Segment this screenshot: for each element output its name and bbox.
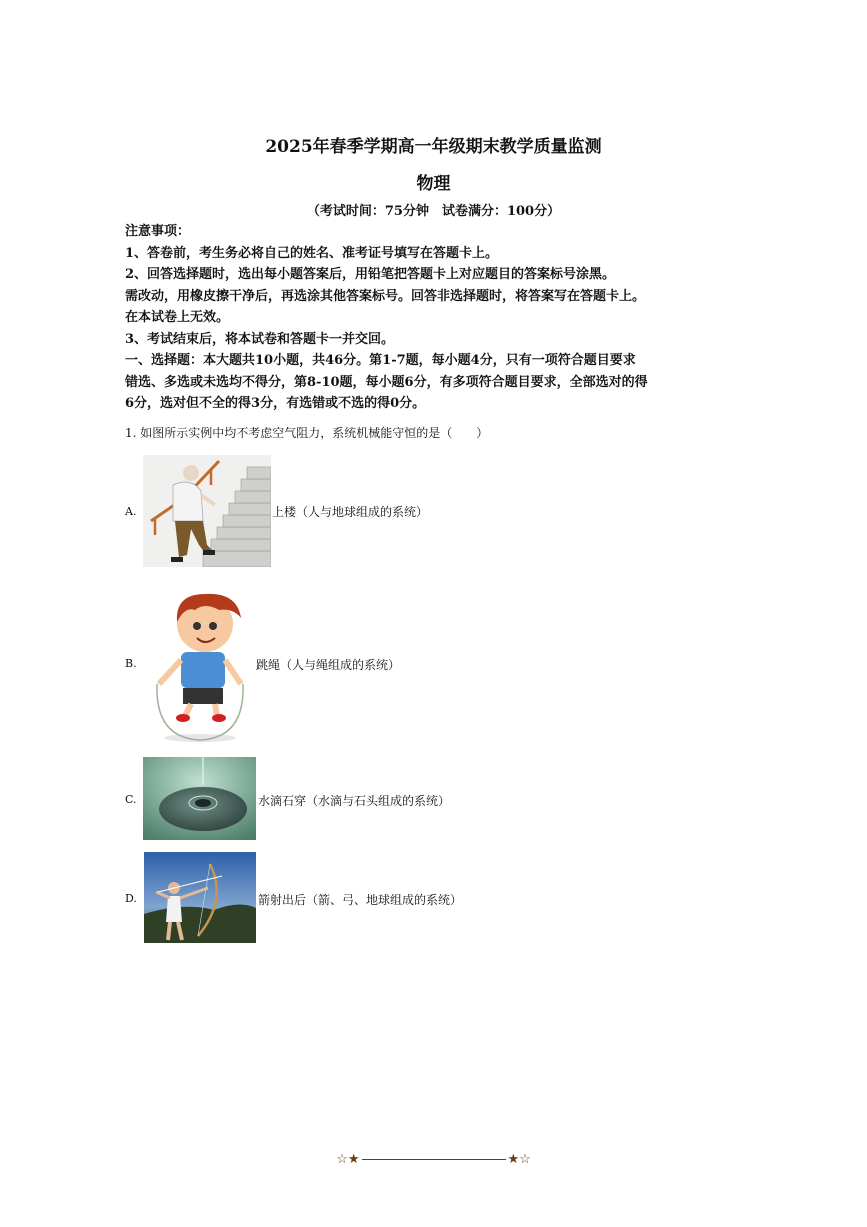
page-footer-ornament — [0, 1152, 867, 1167]
footer-divider — [362, 1159, 506, 1160]
footer-stars-left: ☆★ — [336, 1152, 360, 1167]
option-b-letter: B. — [125, 657, 137, 670]
section-line: 6分，选对但不全的得3分，有选错或不选的得0分。 — [125, 396, 426, 411]
option-a-letter: A. — [125, 505, 137, 518]
water-drop-stone-image — [143, 757, 256, 840]
note-line: 1、答卷前，考生务必将自己的姓名、准考证号填写在答题卡上。 — [125, 245, 499, 261]
note-line: 3、考试结束后，将本试卷和答题卡一并交回。 — [125, 331, 395, 347]
note-line: 需改动，用橡皮擦干净后，再选涂其他答案标号。回答非选择题时，将答案写在答题卡上。 — [125, 288, 646, 304]
section-heading: 一、选择题：本大题共10小题，共46分。第1-7题，每小题4分，只有一项符合题目要求 — [125, 353, 636, 368]
footer-stars-right: ★☆ — [507, 1152, 531, 1167]
stairs-climbing-image — [143, 455, 271, 567]
instructions — [125, 221, 725, 415]
exam-title: 2025年春季学期高一年级期末教学质量监测 — [265, 137, 602, 157]
exam-info: （考试时间：75分钟 试卷满分：100分） — [306, 204, 561, 219]
option-c-text: 水滴石穿（水滴与石头组成的系统） — [258, 794, 451, 808]
note-line: 在本试卷上无效。 — [125, 310, 230, 325]
option-b-text: 跳绳（人与绳组成的系统） — [256, 658, 401, 672]
note-line: 2、回答选择题时，选出每小题答案后，用铅笔把答题卡上对应题目的答案标号涂黑。 — [125, 267, 616, 282]
archery-image — [144, 852, 256, 943]
option-d-letter: D. — [125, 892, 137, 905]
subject-title: 物理 — [416, 174, 451, 194]
notes-heading: 注意事项： — [125, 224, 191, 239]
option-d-text: 箭射出后（箭、弓、地球组成的系统） — [258, 893, 463, 907]
option-c-letter: C. — [125, 793, 137, 806]
question-1-stem: 1. 如图所示实例中均不考虑空气阻力，系统机械能守恒的是（ ） — [125, 426, 489, 440]
option-a-text: 上楼（人与地球组成的系统） — [272, 505, 429, 519]
section-line: 错选、多选或未选均不得分，第8-10题，每小题6分，有多项符合题目要求，全部选对的得 — [125, 374, 648, 390]
jump-rope-image — [145, 588, 255, 744]
